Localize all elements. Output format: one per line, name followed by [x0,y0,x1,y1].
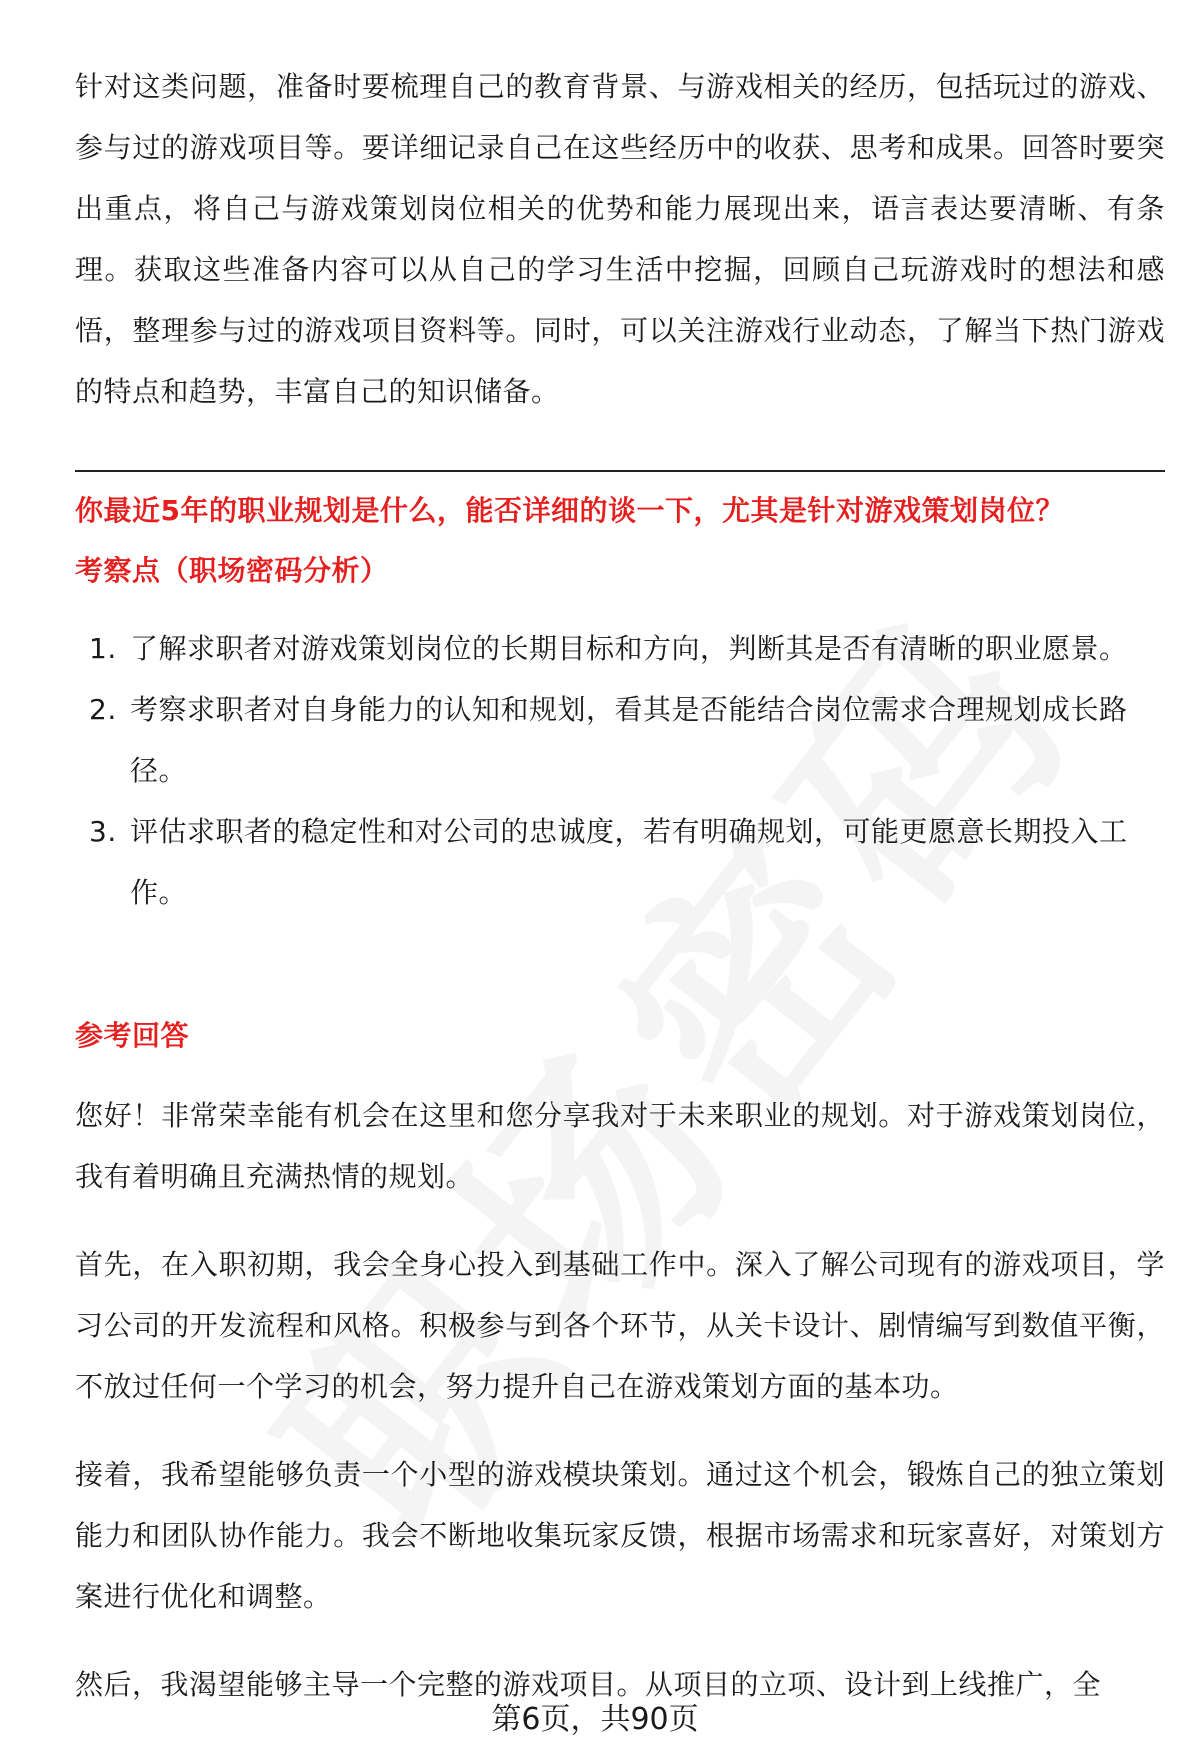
answer-paragraph [75,1234,1165,1417]
answer-paragraph-text: 您好！非常荣幸能有机会在这里和您分享我对于未来职业的规划。对于游戏策划岗位，我有着明确且充满热情的规划。 [75,1099,1165,1193]
analysis-heading: 考察点（职场密码分析） [75,554,389,587]
answer-paragraph-text: 接着，我希望能够负责一个小型的游戏模块策划。通过这个机会，锻炼自己的独立策划能力和团队协作能力。我会不断地收集玩家反馈，根据市场需求和玩家喜好，对策划方案进行优化和调整。 [75,1458,1165,1613]
list-item-text: 了解求职者对游戏策划岗位的长期目标和方向，判断其是否有清晰的职业愿景。 [130,632,1128,665]
answer-paragraph-text: 然后，我渴望能够主导一个完整的游戏项目。从项目的立项、设计到上线推广，全 [75,1668,1102,1701]
list-item [75,679,1165,801]
list-item-number: 3. [89,815,117,848]
list-item-text: 考察求职者对自身能力的认知和规划，看其是否能结合岗位需求合理规划成长路径。 [130,693,1128,787]
list-item-text: 评估求职者的稳定性和对公司的忠诚度，若有明确规划，可能更愿意长期投入工作。 [130,815,1128,909]
intro-section [75,56,1165,422]
analysis-list [75,618,1165,923]
answer-heading: 参考回答 [75,1019,190,1052]
answer-paragraph [75,1085,1165,1207]
list-item-number: 2. [89,693,117,726]
intro-paragraph: 针对这类问题，准备时要梳理自己的教育背景、与游戏相关的经历，包括玩过的游戏、参与过的游戏项目等。要详细记录自己在这些经历中的收获、思考和成果。回答时要突出重点，将自己与游戏策划岗位相关的优势和能力展现出来，语言表达要清晰、有条理。获取这些准备内容可以从自己的学习生活中挖掘，回顾自己玩游戏时的想法和感悟，整理参与过的游戏项目资料等。同时，可以关注游戏行业动态，了解当下热门游戏的特点和趋势，丰富自己的知识储备。 [75,70,1165,408]
answer-paragraph [75,1444,1165,1627]
list-item [75,801,1165,923]
answer-paragraph-text: 首先，在入职初期，我会全身心投入到基础工作中。深入了解公司现有的游戏项目，学习公司的开发流程和风格。积极参与到各个环节，从关卡设计、剧情编写到数值平衡，不放过任何一个学习的机会，努力提升自己在游戏策划方面的基本功。 [75,1248,1165,1403]
section-divider [75,470,1165,472]
page-number-footer: 第6页，共90页 [491,1702,699,1737]
question-title: 你最近5年的职业规划是什么，能否详细的谈一下，尤其是针对游戏策划岗位？ [75,494,1064,527]
list-item-number: 1. [89,632,117,665]
list-item [75,618,1165,679]
